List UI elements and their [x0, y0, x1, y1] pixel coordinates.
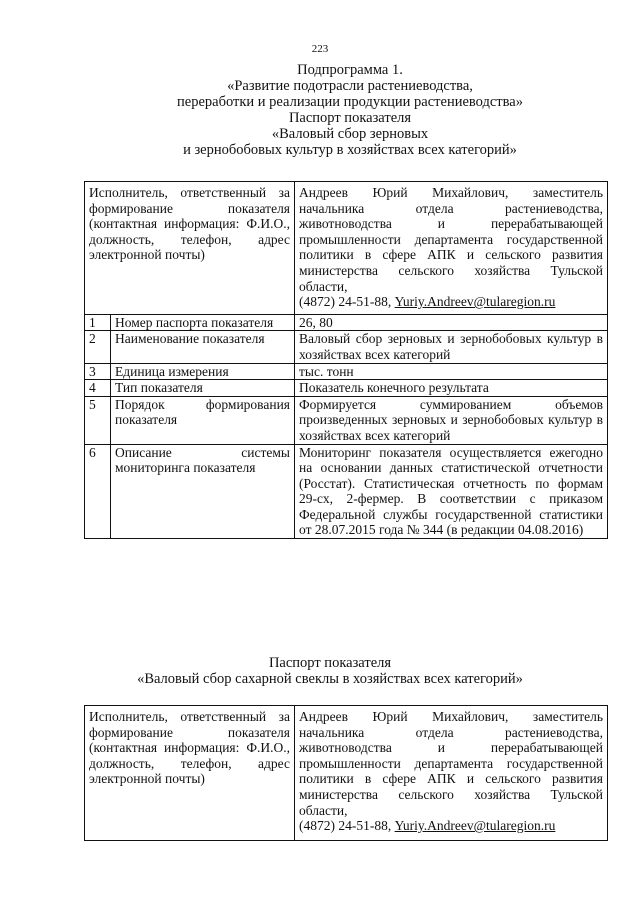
passport-table-grain [84, 181, 608, 539]
heading-line: «Валовый сбор зерновых [271, 126, 429, 142]
responsible-label: Исполнитель, ответственный за формирование показателя (контактная информация: Ф.И.О., должность, телефон, адрес электронной почты) [85, 706, 295, 841]
row-label: Описание системы мониторинга показателя [111, 444, 295, 539]
row-value: тыс. тонн [295, 363, 608, 380]
heading-line: и зернобобовых культур в хозяйствах всех категорий» [183, 142, 517, 158]
row-value: Мониторинг показателя осуществляется ежегодно на основании данных статистической отчетности (Росстат). Статистическая отчетность по формам 29-сх, 2-фермер. В соответствии с приказом Федеральной службы государственной статистики от 28.07.2015 года № 344 (в редакции 04.08.2016) [295, 444, 608, 539]
table-row [85, 380, 608, 397]
row-label: Наименование показателя [111, 331, 295, 363]
responsible-text: Андреев Юрий Михайлович, заместитель начальника отдела растениеводства, животноводства и перерабатывающей промышленности департамента государственной политики в сфере АПК и сельского развития министерства сельского хозяйства Тульской области, [299, 709, 603, 818]
responsible-value [295, 182, 608, 315]
responsible-value [295, 706, 608, 841]
heading-line: «Развитие подотрасли растениеводства, [227, 78, 473, 94]
row-number: 2 [85, 331, 111, 363]
row-value: Валовый сбор зерновых и зернобобовых культур в хозяйствах всех категорий [295, 331, 608, 363]
table-row-responsible [85, 182, 608, 315]
row-value: Формируется суммированием объемов произведенных зерновых и зернобобовых культур в хозяйствах всех категорий [295, 396, 608, 444]
document-heading [60, 62, 640, 158]
table-row [85, 363, 608, 380]
heading-line: Паспорт показателя [288, 110, 412, 126]
table-row [85, 396, 608, 444]
row-value: Показатель конечного результата [295, 380, 608, 397]
phone: (4872) 24-51-88, [299, 818, 392, 834]
email-link[interactable]: Yuriy.Andreev@tularegion.ru [394, 818, 556, 834]
heading-line: Паспорт показателя [268, 655, 392, 671]
row-label: Единица измерения [111, 363, 295, 380]
table-row [85, 314, 608, 331]
passport-table-sugar-beet [84, 705, 608, 841]
row-label: Тип показателя [111, 380, 295, 397]
responsible-text: Андреев Юрий Михайлович, заместитель начальника отдела растениеводства, животноводства и перерабатывающей промышленности департамента государственной политики в сфере АПК и сельского развития министерства сельского хозяйства Тульской области, [299, 185, 604, 294]
table-row-responsible [85, 706, 608, 841]
row-number: 4 [85, 380, 111, 397]
row-label: Порядок формирования показателя [111, 396, 295, 444]
row-number: 1 [85, 314, 111, 331]
table-row [85, 331, 608, 363]
row-number: 6 [85, 444, 111, 539]
email-link[interactable]: Yuriy.Andreev@tularegion.ru [394, 294, 556, 310]
heading-line: переработки и реализации продукции растениеводства» [177, 94, 523, 110]
heading-line: Подпрограмма 1. [297, 62, 403, 78]
row-label: Номер паспорта показателя [111, 314, 295, 331]
table-row [85, 444, 608, 539]
passport-title-sugar-beet [40, 655, 620, 687]
page-number: 223 [311, 43, 329, 55]
heading-line: «Валовый сбор сахарной свеклы в хозяйствах всех категорий» [137, 671, 523, 687]
row-number: 5 [85, 396, 111, 444]
row-value: 26, 80 [295, 314, 608, 331]
phone: (4872) 24-51-88, [299, 294, 392, 310]
responsible-label: Исполнитель, ответственный за формирование показателя (контактная информация: Ф.И.О., должность, телефон, адрес электронной почты) [85, 182, 295, 315]
row-number: 3 [85, 363, 111, 380]
